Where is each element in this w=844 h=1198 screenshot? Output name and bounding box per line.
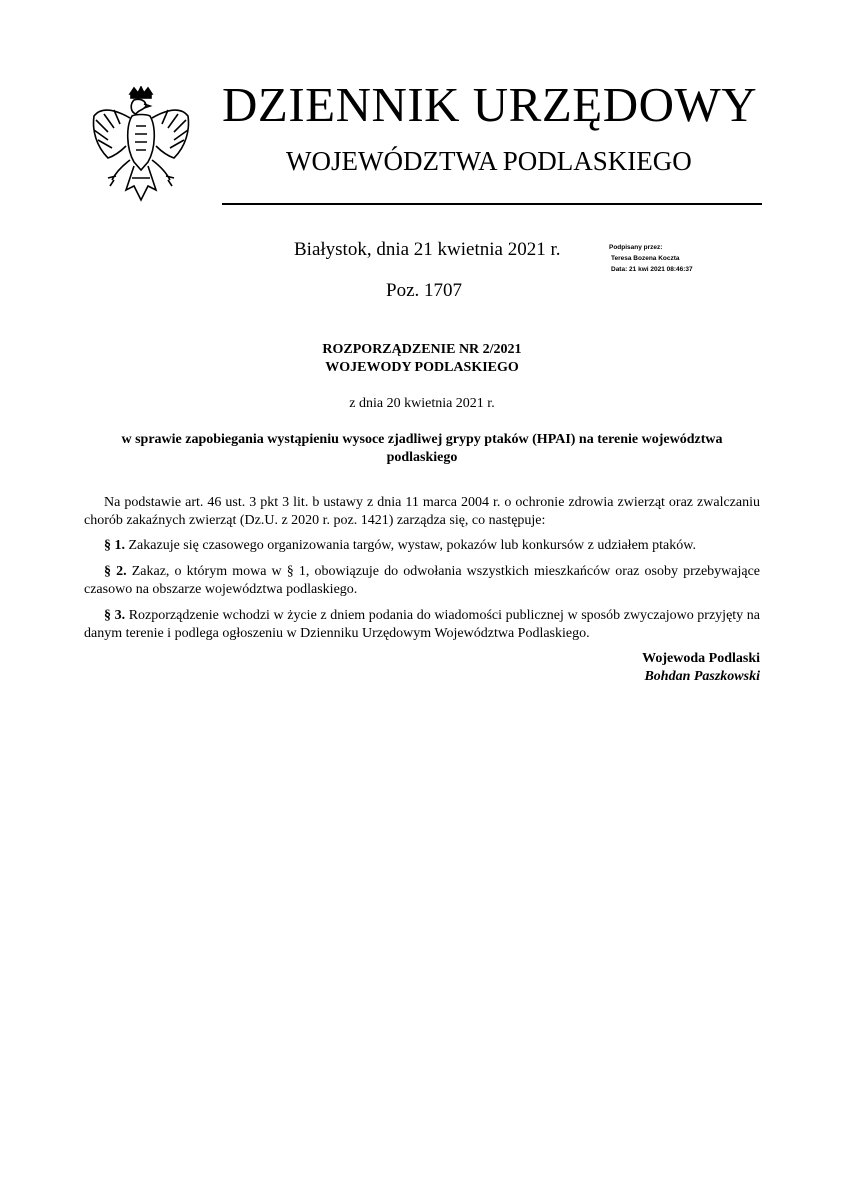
signature-date: Data: 21 kwi 2021 08:46:37 (611, 266, 693, 273)
digital-signature-stamp (609, 242, 693, 275)
paragraph-1-number: § 1. (104, 538, 125, 553)
issue-date-line: Białystok, dnia 21 kwietnia 2021 r. (294, 239, 561, 260)
regulation-subject: w sprawie zapobiegania wystąpieniu wysoce zjadliwej grypy ptaków (HPAI) na terenie województwa podlaskiego (121, 432, 723, 465)
paragraph-3-text: Rozporządzenie wchodzi w życie z dniem podania do wiadomości publicznej w sposób zwyczajowo przyjęty na danym terenie i podlega ogłoszeniu w Dzienniku Urzędowym Województwa Podlaskiego. (84, 608, 760, 641)
masthead-divider (222, 203, 762, 205)
signatory-block (642, 650, 760, 686)
signature-name: Teresa Bozena Koczta (611, 255, 680, 262)
regulation-date: z dnia 20 kwietnia 2021 r. (349, 396, 495, 411)
paragraph-2-text: Zakaz, o którym mowa w § 1, obowiązuje do odwołania wszystkich mieszkańców oraz osoby przebywające czasowo na obszarze województwa podlaskiego. (84, 564, 761, 597)
regulation-title-line2: WOJEWODY PODLASKIEGO (325, 360, 519, 375)
masthead-subtitle: WOJEWÓDZTWA PODLASKIEGO (286, 146, 692, 176)
signatory-office: Wojewoda Podlaski (642, 651, 760, 666)
regulation-body (84, 494, 760, 651)
paragraph-1-text: Zakazuje się czasowego organizowania targów, wystaw, pokazów lub konkursów z udziałem ptaków. (125, 538, 696, 553)
preamble: Na podstawie art. 46 ust. 3 pkt 3 lit. b ustawy z dnia 11 marca 2004 r. o ochronie zdrowia zwierząt oraz zwalczaniu chorób zakaźnych zwierząt (Dz.U. z 2020 r. poz. 1421) zarządza się, co następuje: (84, 495, 760, 528)
signatory-name: Bohdan Paszkowski (644, 669, 760, 684)
signature-label: Podpisany przez: (609, 244, 663, 251)
masthead-title: DZIENNIK URZĘDOWY (222, 77, 758, 132)
regulation-title-line1: ROZPORZĄDZENIE NR 2/2021 (322, 342, 522, 357)
paragraph-3-number: § 3. (104, 608, 126, 623)
paragraph-2-number: § 2. (104, 564, 127, 579)
issue-position: Poz. 1707 (386, 280, 462, 301)
white-eagle-emblem-icon (86, 86, 196, 208)
paragraph-2 (84, 563, 760, 599)
regulation-title (0, 341, 844, 377)
paragraph-1 (84, 537, 760, 555)
paragraph-3 (84, 607, 760, 643)
